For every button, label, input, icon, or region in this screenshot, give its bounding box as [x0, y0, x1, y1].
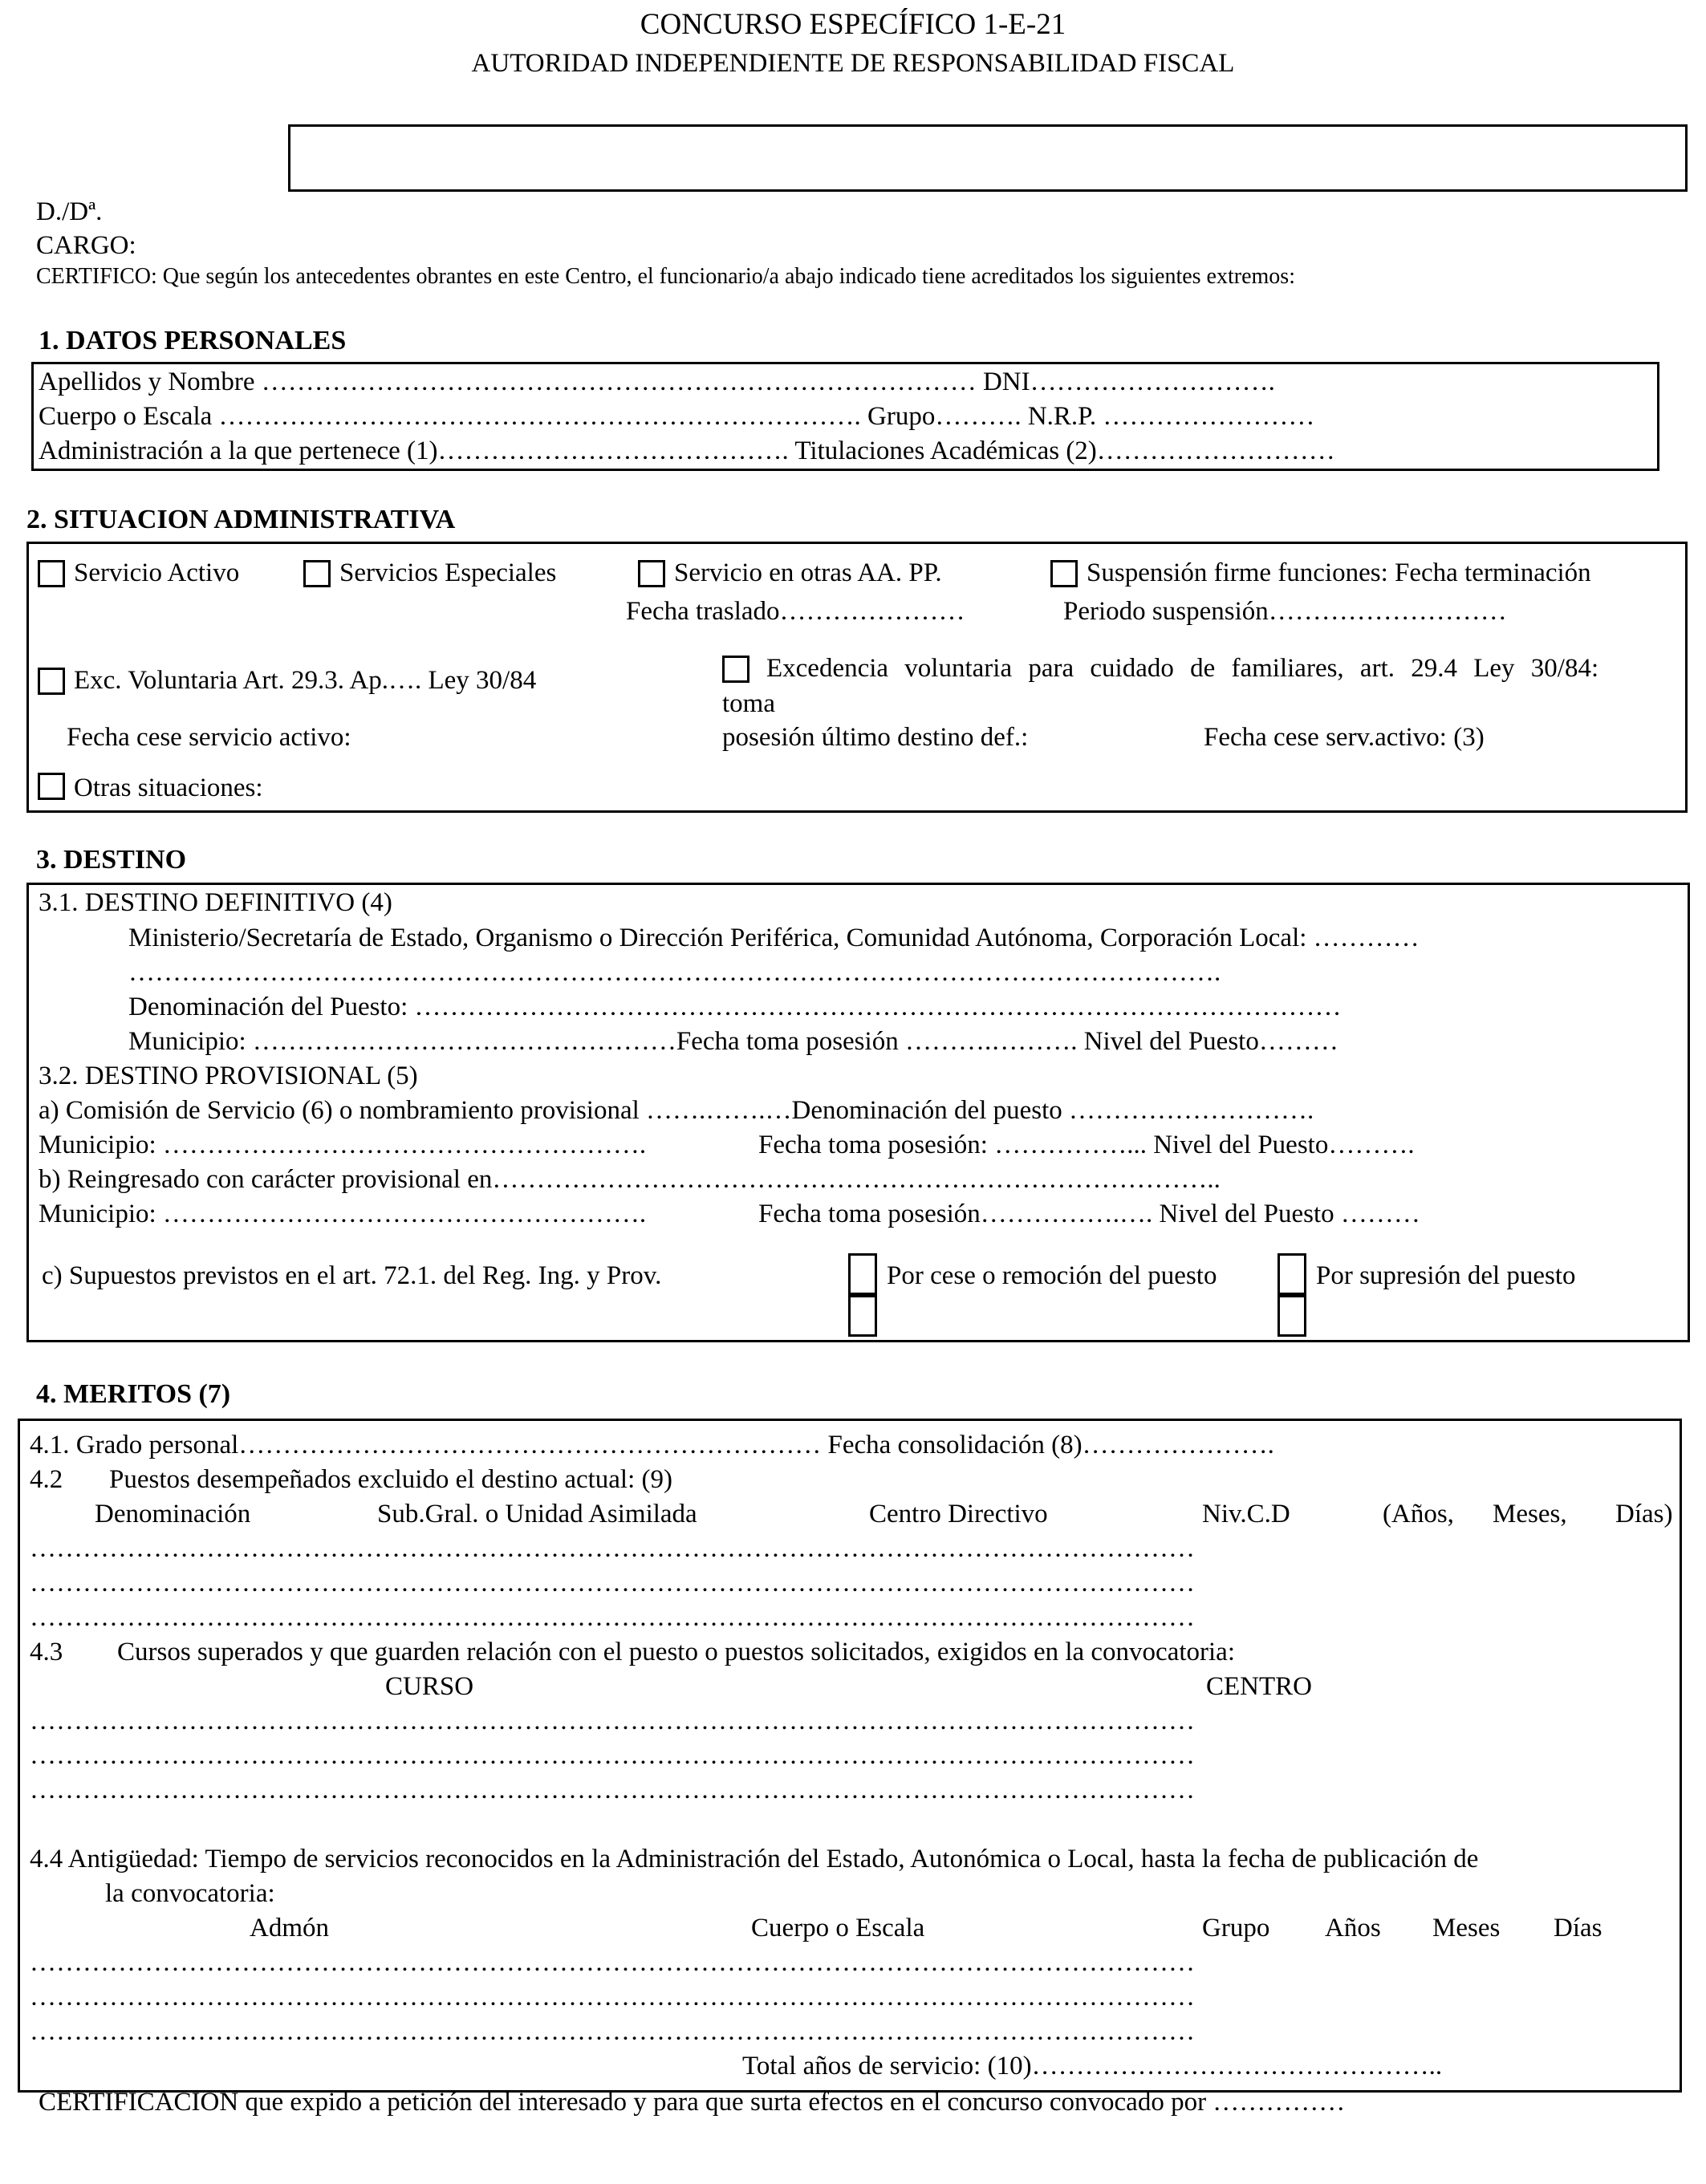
apellidos-line: Apellidos y Nombre ……………………………………………………………………… DNI……………………….: [39, 367, 1275, 396]
cuerpo-line: Cuerpo o Escala ………………………………………………………………. Grupo………. N.R.P. ……………………: [39, 402, 1315, 431]
exc-cuidado-checkbox[interactable]: [722, 656, 749, 683]
p43-text: Cursos superados y que guarden relación con el puesto o puestos solicitados, exigidos en la convocatoria:: [117, 1638, 1235, 1666]
supresion-label: Por supresión del puesto: [1316, 1261, 1576, 1290]
col-centro: CENTRO: [1206, 1672, 1312, 1701]
suspension-label: Suspensión firme funciones: Fecha terminación: [1087, 558, 1591, 587]
otras-situaciones-label: Otras situaciones:: [74, 773, 263, 802]
name-input-box[interactable]: [288, 124, 1688, 192]
fecha-cese-serv-label: Fecha cese serv.activo: (3): [1204, 723, 1485, 752]
periodo-suspension-label: Periodo suspensión………………………: [1063, 597, 1507, 626]
supuestos-line: c) Supuestos previstos en el art. 72.1. del Reg. Ing. y Prov.: [42, 1261, 662, 1290]
total-servicio-line: Total años de servicio: (10)………………………………………..: [742, 2052, 1443, 2080]
supresion-checkbox-top[interactable]: [1277, 1253, 1306, 1295]
col-anos: (Años,: [1383, 1500, 1454, 1528]
cursos-row-2[interactable]: ……………………………………………………………………………………………………………………: [30, 1741, 1195, 1770]
col-centro-directivo: Centro Directivo: [869, 1500, 1048, 1528]
col-meses-2: Meses: [1432, 1914, 1501, 1942]
fecha-toma-a-line: Fecha toma posesión: ……………... Nivel del Puesto……….: [758, 1131, 1415, 1159]
grado-line: 4.1. Grado personal………………………………………………………… Fecha consolidación (8)………………….: [30, 1431, 1274, 1459]
cese-label: Por cese o remoción del puesto: [887, 1261, 1217, 1290]
exc-cuidado-text: Excedencia voluntaria para cuidado de familiares, art. 29.4 Ley 30/84:: [766, 654, 1599, 683]
servicio-activo-label: Servicio Activo: [74, 558, 240, 587]
otras-aapp-label: Servicio en otras AA. PP.: [674, 558, 942, 587]
servicios-especiales-label: Servicios Especiales: [339, 558, 557, 587]
certifico-text: CERTIFICO: Que según los antecedentes obrantes en este Centro, el funcionario/a abajo indicado tiene acreditados los siguientes extremos:: [36, 264, 1295, 289]
posesion-label: posesión último destino def.:: [722, 723, 1029, 752]
col-dias: Días): [1615, 1500, 1673, 1528]
cursos-row-3[interactable]: ……………………………………………………………………………………………………………………: [30, 1776, 1195, 1804]
dd-label: D./Dª.: [36, 197, 103, 226]
otras-aapp-checkbox[interactable]: [638, 560, 665, 587]
denominacion-line: Denominación del Puesto: ……………………………………………………………………………………………: [128, 993, 1342, 1021]
antiguedad-line: 4.4 Antigüedad: Tiempo de servicios reconocidos en la Administración del Estado, Autonómica o Local, hasta la fecha de publicación de: [30, 1845, 1479, 1873]
col-cuerpo: Cuerpo o Escala: [751, 1914, 925, 1942]
p42-text: Puestos desempeñados excluido el destino actual: (9): [109, 1465, 672, 1494]
cese-checkbox-top[interactable]: [848, 1253, 877, 1295]
municipio-def-line: Municipio: …………………………………………Fecha toma posesión ……….………. Nivel del Puesto………: [128, 1027, 1338, 1056]
document-title: CONCURSO ESPECÍFICO 1-E-21: [640, 8, 1066, 41]
col-niv: Niv.C.D: [1202, 1500, 1290, 1528]
p43-num: 4.3: [30, 1638, 63, 1666]
puestos-row-3[interactable]: ……………………………………………………………………………………………………………………: [30, 1603, 1195, 1632]
servicio-activo-checkbox[interactable]: [38, 560, 65, 587]
cargo-label: CARGO:: [36, 231, 136, 260]
col-dias-2: Días: [1554, 1914, 1602, 1942]
section-3-heading: 3. DESTINO: [36, 845, 187, 875]
servicios-especiales-checkbox[interactable]: [303, 560, 331, 587]
destino-provisional-title: 3.2. DESTINO PROVISIONAL (5): [39, 1062, 418, 1090]
exc-cuidado-label: [766, 656, 1665, 682]
antiguedad-row-1[interactable]: ……………………………………………………………………………………………………………………: [30, 1948, 1195, 1977]
reingresado-line: b) Reingresado con carácter provisional en………………………………………………………………………..: [39, 1165, 1221, 1194]
antiguedad-row-2[interactable]: ……………………………………………………………………………………………………………………: [30, 1983, 1195, 2011]
col-admon: Admón: [250, 1914, 329, 1942]
fecha-cese-label: Fecha cese servicio activo:: [67, 723, 351, 752]
p42-num: 4.2: [30, 1465, 63, 1494]
exc-voluntaria-label: Exc. Voluntaria Art. 29.3. Ap.…. Ley 30/84: [74, 666, 537, 695]
col-curso: CURSO: [385, 1672, 474, 1701]
col-grupo: Grupo: [1202, 1914, 1270, 1942]
suspension-checkbox[interactable]: [1050, 560, 1078, 587]
antiguedad-row-3[interactable]: ……………………………………………………………………………………………………………………: [30, 2017, 1195, 2046]
col-denominacion: Denominación: [95, 1500, 251, 1528]
municipio-b-line: Municipio: ……………………………………………….: [39, 1200, 647, 1228]
col-meses: Meses,: [1493, 1500, 1567, 1528]
col-subgral: Sub.Gral. o Unidad Asimilada: [377, 1500, 697, 1528]
municipio-a-line: Municipio: ……………………………………………….: [39, 1131, 647, 1159]
ministerio-cont-line: …………………………………………………………………………………………………………….: [128, 958, 1221, 987]
cursos-row-1[interactable]: ……………………………………………………………………………………………………………………: [30, 1707, 1195, 1735]
fecha-toma-b-line: Fecha toma posesión…………….…. Nivel del Puesto ………: [758, 1200, 1420, 1228]
fecha-traslado-label: Fecha traslado…………………: [626, 597, 965, 626]
section-2-heading: 2. SITUACION ADMINISTRATIVA: [26, 505, 456, 534]
cese-checkbox-bottom[interactable]: [848, 1295, 877, 1337]
comision-line: a) Comisión de Servicio (6) o nombramiento provisional …….…….…Denominación del puesto ……………………….: [39, 1096, 1314, 1125]
otras-situaciones-checkbox[interactable]: [38, 773, 65, 800]
section-4-heading: 4. MERITOS (7): [36, 1379, 231, 1409]
puestos-row-1[interactable]: ……………………………………………………………………………………………………………………: [30, 1534, 1195, 1563]
col-anos-2: Años: [1325, 1914, 1381, 1942]
administracion-line: Administración a la que pertenece (1)…………………………………. Titulaciones Académicas (2)………………………: [39, 436, 1335, 465]
exc-cuidado-toma: toma: [722, 689, 775, 718]
exc-voluntaria-checkbox[interactable]: [38, 668, 65, 695]
certificacion-line: CERTIFICACION que expido a petición del interesado y para que surta efectos en el concurso convocado por ……………: [39, 2088, 1346, 2117]
ministerio-line: Ministerio/Secretaría de Estado, Organismo o Dirección Periférica, Comunidad Autónoma, Corporación Local: …………: [128, 924, 1420, 952]
section-1-heading: 1. DATOS PERSONALES: [39, 326, 347, 355]
destino-definitivo-title: 3.1. DESTINO DEFINITIVO (4): [39, 888, 392, 917]
supresion-checkbox-bottom[interactable]: [1277, 1295, 1306, 1337]
puestos-row-2[interactable]: ……………………………………………………………………………………………………………………: [30, 1569, 1195, 1597]
antiguedad-line-2: la convocatoria:: [105, 1879, 275, 1908]
document-subtitle: AUTORIDAD INDEPENDIENTE DE RESPONSABILIDAD FISCAL: [471, 49, 1235, 78]
